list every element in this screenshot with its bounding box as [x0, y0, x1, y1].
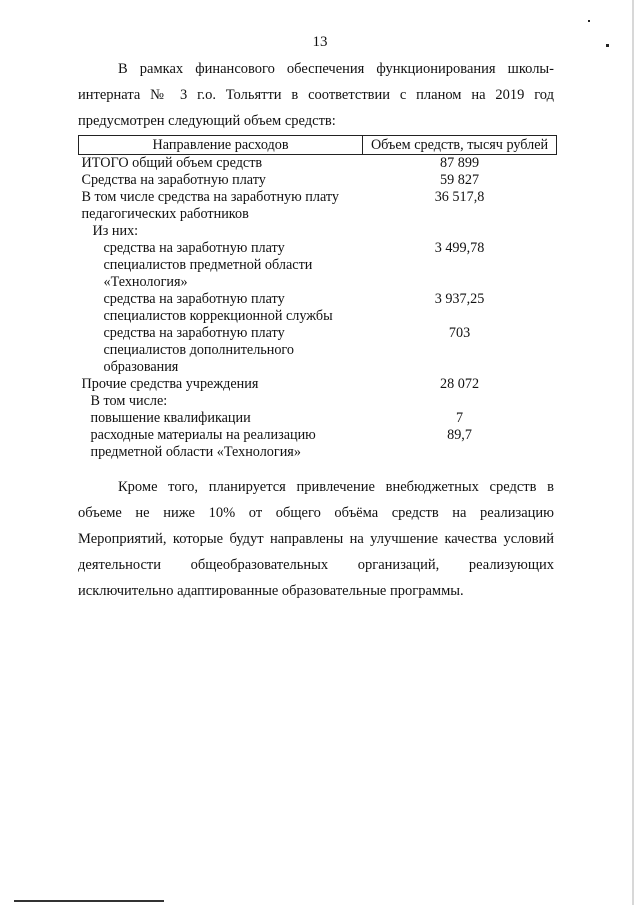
closing-line: деятельности общеобразовательных организаций, реализующих: [78, 557, 554, 573]
closing-line: Мероприятий, которые будут направлены на улучшение качества условий: [78, 531, 554, 547]
table-row: [79, 376, 557, 393]
scan-speck: [588, 20, 590, 22]
page-edge: [632, 0, 634, 905]
row-value: 3 499,78: [434, 240, 485, 256]
row-value: 28 072: [440, 376, 480, 392]
row-label: Средства на заработную плату: [81, 172, 266, 188]
row-value: 36 517,8: [434, 189, 485, 205]
row-label: Из них:: [92, 223, 139, 239]
row-value: 3 937,25: [434, 291, 485, 307]
intro-line: предусмотрен следующий объем средств:: [78, 113, 336, 129]
row-label: Прочие средства учреждения: [81, 376, 259, 392]
budget-table: [78, 135, 557, 461]
row-label: средства на заработную плату специалистов дополнительного образования: [103, 325, 294, 375]
page-number: 13: [312, 34, 328, 50]
table-row: [79, 325, 557, 376]
row-label: ИТОГО общий объем средств: [81, 155, 263, 171]
row-label: повышение квалификации: [90, 410, 251, 426]
closing-line: объеме не ниже 10% от общего объёма средств на реализацию: [78, 505, 554, 521]
row-value: 89,7: [447, 427, 472, 443]
scan-speck: [606, 44, 609, 47]
column-header-amount: Объем средств, тысяч рублей: [363, 136, 557, 155]
table-row: [79, 291, 557, 325]
intro-line: В рамках финансового обеспечения функционирования школы-: [118, 61, 554, 77]
row-value: 703: [448, 325, 471, 341]
table-row: [79, 189, 557, 223]
row-label: В том числе средства на заработную плату педагогических работников: [81, 189, 339, 222]
closing-paragraph: [78, 474, 554, 604]
table-row: [79, 410, 557, 427]
intro-paragraph: [78, 56, 554, 134]
table-row: [79, 427, 557, 461]
bottom-rule: [14, 900, 164, 902]
row-label: средства на заработную плату специалистов коррекционной службы: [103, 291, 333, 324]
column-header-direction: Направление расходов: [79, 136, 363, 155]
row-value: 87 899: [440, 155, 480, 171]
row-label: средства на заработную плату специалистов предметной области «Технология»: [103, 240, 313, 290]
table-header-row: [79, 136, 557, 155]
row-value: 59 827: [440, 172, 480, 188]
row-label: расходные материалы на реализацию предметной области «Технология»: [90, 427, 316, 460]
intro-line: интерната № 3 г.о. Тольятти в соответствии с планом на 2019 год: [78, 87, 554, 103]
closing-line: исключительно адаптированные образовательные программы.: [78, 583, 464, 599]
table-row: [79, 155, 557, 173]
table-row: [79, 172, 557, 189]
row-value: 7: [455, 410, 464, 426]
closing-line: Кроме того, планируется привлечение внебюджетных средств в: [118, 479, 554, 495]
row-value: [363, 393, 557, 410]
table-row: [79, 223, 557, 240]
table-row: [79, 240, 557, 291]
row-label: В том числе:: [90, 393, 168, 409]
row-value: [363, 223, 557, 240]
table-row: [79, 393, 557, 410]
